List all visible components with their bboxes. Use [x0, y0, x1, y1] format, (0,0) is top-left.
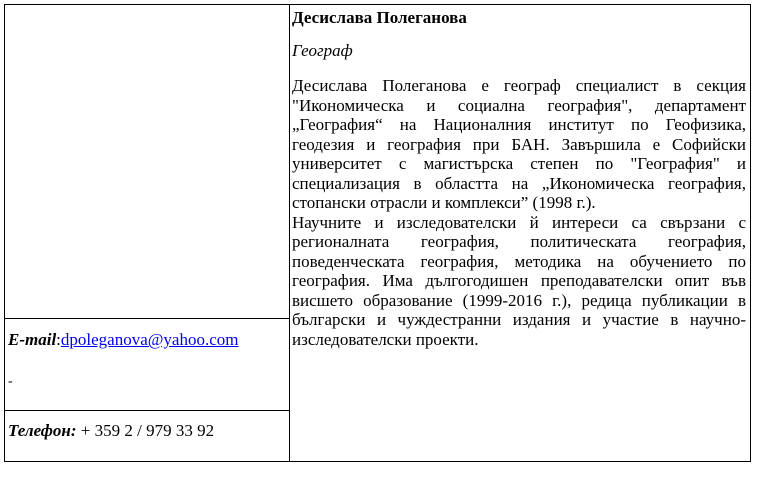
dash-text: -: [8, 374, 13, 390]
email-cell: [5, 319, 290, 410]
profile-table: [4, 4, 751, 462]
person-name: Десислава Полеганова: [292, 8, 467, 27]
bio-text: [292, 76, 746, 349]
email-link[interactable]: dpoleganova@yahoo.com: [60, 330, 239, 350]
person-position: Географ: [292, 40, 353, 60]
email-label: E-mail: [8, 330, 57, 350]
bio-paragraph-2: Научните и изследователски й интереси са свързани с регионалната география, политическата география, поведенческата география, методика на обучението по география. Има дългогодишен преподавателски опит във висшето образование (1999-2016 г.), редица публикации в български и чуждестранни издания и участие в научно-изследователски проекти.: [292, 212, 746, 349]
bio-paragraph-1: Десислава Полеганова е географ специалист в секция "Икономическа и социална география", департамент „География“ на Националния институт по Геофизика, геодезия и география при БАН. Завършила е Софийски университет с магистърска степен по "География" и специализация в областта на „Икономическа география, стопански отрасли и комплекси” (1998 г.).: [292, 76, 746, 212]
profile-info-cell: [290, 5, 751, 462]
email-row: [5, 319, 289, 350]
phone-cell: [5, 410, 290, 461]
photo-placeholder-cell: [5, 5, 290, 319]
phone-label: Телефон:: [8, 420, 77, 440]
email-separator: :: [56, 330, 61, 350]
phone-value: + 359 2 / 979 33 92: [76, 420, 215, 440]
phone-row: [5, 411, 289, 441]
